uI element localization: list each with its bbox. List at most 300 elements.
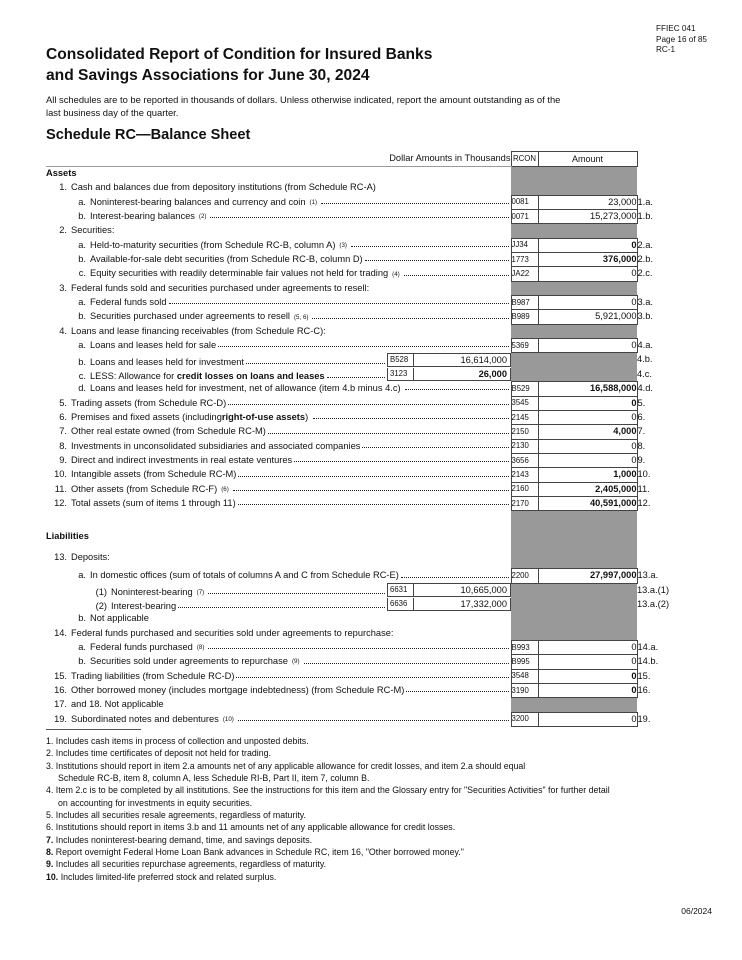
footnote bbox=[46, 784, 706, 809]
item-label: Loans and leases held for sale bbox=[90, 340, 217, 351]
shaded-cell bbox=[511, 597, 637, 611]
item-ref bbox=[637, 181, 707, 195]
rcon-code-cell: B529 bbox=[511, 382, 538, 396]
item-ref: 2.b. bbox=[637, 254, 654, 265]
item-number: 2. bbox=[59, 225, 67, 236]
row-label bbox=[46, 511, 511, 527]
row-label bbox=[46, 296, 511, 310]
item-ref bbox=[637, 167, 707, 181]
row-label bbox=[46, 453, 511, 467]
footnote-divider bbox=[46, 729, 141, 730]
item-label: Held-to-maturity securities (from Schedule RC-B, column A) bbox=[90, 239, 336, 250]
item-number: 10. bbox=[54, 469, 67, 480]
amount-cell: 0 bbox=[538, 640, 637, 654]
item-ref: 3.b. bbox=[637, 311, 654, 322]
row-label-line bbox=[46, 700, 511, 709]
table-row bbox=[46, 453, 707, 467]
item-ref: 15. bbox=[637, 670, 651, 681]
item-ref: 6. bbox=[637, 411, 646, 422]
row-label bbox=[46, 527, 511, 547]
item-number: a. bbox=[78, 196, 86, 207]
table-row bbox=[46, 626, 707, 640]
row-label-line bbox=[46, 553, 511, 562]
footnote-marker: (2) bbox=[198, 213, 207, 221]
row-label bbox=[46, 210, 511, 224]
item-ref: 13.a.(1) bbox=[637, 584, 670, 595]
row-label bbox=[46, 439, 511, 453]
table-row bbox=[46, 324, 707, 338]
item-label-after: ) bbox=[305, 411, 311, 422]
amount-cell: 26,000 bbox=[414, 368, 511, 381]
item-label: Equity securities with readily determinable fair values not held for trading bbox=[90, 268, 389, 279]
rcon-code-cell: 2145 bbox=[511, 410, 538, 424]
rcon-code-cell: 3200 bbox=[511, 712, 538, 726]
item-label: Loans and leases held for investment, net of allowance (item 4.b minus 4.c) bbox=[90, 383, 404, 394]
amount-cell: 0 bbox=[538, 396, 637, 410]
footnote-number: 4. bbox=[46, 785, 54, 796]
row-label bbox=[46, 583, 511, 597]
footnote bbox=[46, 871, 706, 883]
item-ref: 14.b. bbox=[637, 656, 659, 667]
table-row bbox=[46, 310, 707, 324]
form-number: FFIEC 041 bbox=[656, 24, 696, 33]
item-ref: 4.d. bbox=[637, 383, 654, 394]
item-number: b. bbox=[78, 656, 86, 667]
table-row bbox=[46, 410, 707, 424]
table-row bbox=[46, 468, 707, 482]
table-row bbox=[46, 195, 707, 209]
amount-cell: 27,997,000 bbox=[538, 569, 637, 583]
amount-cell: 0 bbox=[538, 339, 637, 353]
rcon-code-cell: B995 bbox=[511, 655, 538, 669]
row-label-line bbox=[46, 470, 511, 479]
item-number: 7. bbox=[59, 426, 67, 437]
footnote-text: Includes time certificates of deposit not held for trading. bbox=[55, 748, 271, 759]
item-ref bbox=[637, 698, 707, 712]
item-ref: 19. bbox=[637, 713, 651, 724]
dot-leader bbox=[321, 203, 508, 204]
footnote bbox=[46, 809, 706, 821]
item-number: a. bbox=[78, 570, 86, 581]
row-label bbox=[46, 640, 511, 654]
footnote-text: Includes cash items in process of collection and unposted debits. bbox=[55, 736, 309, 746]
item-ref: 16. bbox=[637, 685, 651, 696]
rcon-code-cell: B987 bbox=[511, 296, 538, 310]
item-label: Other assets (from Schedule RC-F) bbox=[71, 483, 218, 494]
item-ref: 4.b. bbox=[637, 354, 653, 365]
table-row bbox=[46, 339, 707, 353]
footnote-text: Institutions should report in item 2.a amounts net of any applicable allowance for credit losses, and item 2.a should equal bbox=[55, 760, 526, 771]
item-number: 9. bbox=[59, 454, 67, 465]
amount-cell: 0 bbox=[538, 267, 637, 281]
dot-leader bbox=[312, 318, 508, 319]
row-label-line bbox=[46, 169, 511, 178]
item-ref bbox=[637, 511, 707, 527]
rcon-code-cell: B993 bbox=[511, 640, 538, 654]
row-label-line bbox=[46, 413, 511, 422]
shaded-cell bbox=[511, 224, 637, 238]
dot-leader bbox=[362, 447, 508, 448]
table-row bbox=[46, 167, 707, 181]
row-label-line bbox=[46, 715, 511, 724]
row-label-line bbox=[46, 226, 511, 235]
amount-cell: 10,665,000 bbox=[414, 583, 511, 597]
amount-cell: 376,000 bbox=[538, 253, 637, 267]
item-number: b. bbox=[78, 311, 86, 322]
footnote bbox=[46, 846, 706, 858]
row-label-line bbox=[46, 298, 511, 307]
item-label: Interest-bearing bbox=[111, 600, 177, 611]
row-label bbox=[46, 655, 511, 669]
footnote bbox=[46, 735, 706, 747]
row-label bbox=[46, 684, 511, 698]
row-label bbox=[46, 425, 511, 439]
footnote-text: Includes noninterest-bearing demand, time, and savings deposits. bbox=[55, 834, 313, 845]
column-header-label: Dollar Amounts in Thousands bbox=[46, 152, 511, 167]
item-label: Deposits: bbox=[71, 552, 110, 563]
item-ref: 12. bbox=[637, 497, 651, 508]
inset-memo-box bbox=[387, 583, 511, 597]
table-row bbox=[46, 382, 707, 396]
dot-leader bbox=[238, 476, 508, 477]
row-label bbox=[46, 669, 511, 683]
item-number: b. bbox=[78, 356, 86, 367]
shaded-cell bbox=[511, 511, 637, 527]
item-number: 14. bbox=[54, 627, 67, 638]
item-label: Securities: bbox=[71, 225, 115, 236]
rcon-code-cell: 6631 bbox=[387, 583, 414, 597]
row-label bbox=[46, 253, 511, 267]
item-ref: 1.a. bbox=[637, 196, 654, 207]
item-ref bbox=[637, 612, 707, 626]
amount-cell: 23,000 bbox=[538, 195, 637, 209]
item-label: Federal funds sold bbox=[90, 297, 167, 308]
item-ref bbox=[637, 626, 707, 640]
item-ref: 2.a. bbox=[637, 239, 654, 250]
dot-leader bbox=[404, 275, 509, 276]
item-ref: 5. bbox=[637, 397, 646, 408]
item-ref: 2.c. bbox=[637, 268, 653, 279]
row-label-line bbox=[46, 399, 511, 408]
item-label: Loans and lease financing receivables (from Schedule RC-C): bbox=[71, 325, 326, 336]
amount-cell: 0 bbox=[538, 238, 637, 252]
dot-leader bbox=[246, 363, 385, 364]
footnote-number: 2. bbox=[46, 748, 54, 759]
dot-leader bbox=[401, 577, 509, 578]
row-label-line bbox=[46, 368, 511, 381]
balance-sheet-table bbox=[46, 151, 707, 727]
table-row bbox=[46, 511, 707, 527]
item-label: Intangible assets (from Schedule RC-M) bbox=[71, 469, 237, 480]
table-header-row bbox=[46, 152, 707, 167]
item-ref bbox=[637, 547, 707, 569]
row-label-line bbox=[46, 241, 511, 250]
table-row bbox=[46, 527, 707, 547]
amount-column-header: Amount bbox=[538, 152, 637, 167]
footnote bbox=[46, 858, 706, 870]
table-row bbox=[46, 597, 707, 611]
item-label: Cash and balances due from depository institutions (from Schedule RC-A) bbox=[71, 182, 376, 193]
form-code: RC-1 bbox=[656, 45, 676, 54]
item-number: b. bbox=[78, 211, 86, 222]
row-label-line bbox=[46, 532, 511, 541]
footnote-number: 3. bbox=[46, 760, 54, 771]
row-label-line bbox=[46, 183, 511, 192]
table-row bbox=[46, 296, 707, 310]
row-label bbox=[46, 281, 511, 295]
table-row bbox=[46, 547, 707, 569]
item-number: 12. bbox=[54, 497, 67, 508]
amount-cell: 4,000 bbox=[538, 425, 637, 439]
item-ref bbox=[637, 527, 707, 547]
item-label: Securities purchased under agreements to resell bbox=[90, 311, 290, 322]
shaded-cell bbox=[511, 612, 637, 626]
amount-cell: 16,588,000 bbox=[538, 382, 637, 396]
footnote-marker: (4) bbox=[392, 270, 400, 278]
footnote-text-cont: on accounting for investments in equity securities. bbox=[58, 797, 253, 808]
amount-cell: 0 bbox=[538, 410, 637, 424]
report-title-line1: Consolidated Report of Condition for Insured Banks bbox=[46, 46, 433, 63]
rcon-code-cell: 2130 bbox=[511, 439, 538, 453]
row-label bbox=[46, 267, 511, 281]
item-label: Other real estate owned (from Schedule RC-M) bbox=[71, 426, 266, 437]
item-label-bold: credit losses on loans and leases bbox=[176, 370, 325, 381]
item-number: 15. bbox=[54, 670, 67, 681]
dot-leader bbox=[327, 377, 385, 378]
item-label: Other borrowed money (includes mortgage indebtedness) (from Schedule RC-M) bbox=[71, 685, 405, 696]
rcon-code-cell: 3656 bbox=[511, 453, 538, 467]
footnotes bbox=[46, 735, 706, 883]
item-label: Total assets (sum of items 1 through 11) bbox=[71, 497, 236, 508]
item-ref: 7. bbox=[637, 426, 646, 437]
item-number: 5. bbox=[59, 397, 67, 408]
item-number: 17. bbox=[54, 699, 67, 710]
footnote-number: 10. bbox=[46, 871, 59, 882]
table-row bbox=[46, 640, 707, 654]
shaded-cell bbox=[511, 547, 637, 569]
table-row bbox=[46, 439, 707, 453]
row-label-line bbox=[46, 657, 511, 666]
table-row bbox=[46, 181, 707, 195]
table-row bbox=[46, 684, 707, 698]
amount-cell: 0 bbox=[538, 684, 637, 698]
item-number: d. bbox=[78, 383, 86, 394]
shaded-cell bbox=[511, 324, 637, 338]
amount-cell: 0 bbox=[538, 655, 637, 669]
inset-memo-box bbox=[387, 598, 511, 611]
section-heading: Liabilities bbox=[46, 531, 89, 542]
inset-memo-box bbox=[387, 353, 511, 367]
item-label: Premises and fixed assets (including bbox=[71, 411, 222, 422]
row-label-line bbox=[46, 427, 511, 436]
item-ref: 9. bbox=[637, 454, 646, 465]
row-label-line bbox=[46, 212, 511, 221]
item-label: and 18. Not applicable bbox=[71, 699, 164, 710]
footnote-marker: (6) bbox=[221, 485, 229, 493]
footnote-text: Includes limited-life preferred stock and related surplus. bbox=[60, 871, 277, 882]
dot-leader bbox=[236, 677, 508, 678]
dot-leader bbox=[268, 433, 509, 434]
row-label-line bbox=[46, 485, 511, 494]
item-number: c. bbox=[78, 370, 86, 381]
row-label bbox=[46, 597, 511, 611]
row-label bbox=[46, 547, 511, 569]
footnote bbox=[46, 834, 706, 846]
dot-leader bbox=[228, 404, 508, 405]
table-row bbox=[46, 669, 707, 683]
row-label bbox=[46, 238, 511, 252]
item-ref: 4.a. bbox=[637, 340, 654, 351]
table-row bbox=[46, 496, 707, 510]
dot-leader bbox=[238, 504, 509, 505]
item-ref bbox=[637, 224, 707, 238]
item-label: Noninterest-bearing bbox=[111, 587, 193, 598]
row-label-line bbox=[46, 614, 511, 623]
item-ref: 4.c. bbox=[637, 368, 652, 379]
footnote-number: 6. bbox=[46, 822, 54, 833]
rcon-code-cell: 3123 bbox=[387, 368, 414, 381]
report-intro-line1: All schedules are to be reported in thousands of dollars. Unless otherwise indicated, report the amount outstanding as of the bbox=[46, 94, 561, 105]
item-number: a. bbox=[78, 340, 86, 351]
rcon-code-cell: B528 bbox=[387, 353, 414, 367]
page-date: 06/2024 bbox=[681, 906, 712, 916]
row-label bbox=[46, 382, 511, 396]
shaded-cell bbox=[511, 353, 637, 367]
row-label-line bbox=[46, 384, 511, 393]
table-row bbox=[46, 712, 707, 726]
page-number: Page 16 of 85 bbox=[656, 34, 707, 44]
table-row bbox=[46, 281, 707, 295]
table-row bbox=[46, 367, 707, 381]
report-title-line2: and Savings Associations for June 30, 2024 bbox=[46, 66, 370, 84]
row-label-line bbox=[46, 598, 511, 611]
rcon-code-cell: 2170 bbox=[511, 496, 538, 510]
footnote-number: 8. bbox=[46, 847, 54, 858]
amount-cell: 1,000 bbox=[538, 468, 637, 482]
table-row bbox=[46, 224, 707, 238]
row-label bbox=[46, 468, 511, 482]
balance-sheet-table-wrap bbox=[46, 151, 707, 727]
dot-leader bbox=[238, 720, 509, 721]
table-row bbox=[46, 583, 707, 597]
table-row bbox=[46, 612, 707, 626]
item-label: Investments in unconsolidated subsidiaries and associated companies bbox=[71, 440, 361, 451]
item-number: 8. bbox=[59, 440, 67, 451]
shaded-cell bbox=[511, 167, 637, 181]
item-label: Federal funds purchased bbox=[90, 641, 193, 652]
item-ref: 8. bbox=[637, 440, 646, 451]
item-number: 6. bbox=[59, 411, 67, 422]
item-number: a. bbox=[78, 239, 86, 250]
row-label-line bbox=[46, 198, 511, 207]
footnote-text-cont: Schedule RC-B, item 8, column A, less Schedule RI-B, Part II, item 7, column B. bbox=[58, 773, 370, 784]
item-ref bbox=[637, 324, 707, 338]
amount-cell: 16,614,000 bbox=[414, 353, 511, 367]
item-label: Securities sold under agreements to repurchase bbox=[90, 656, 288, 667]
item-label: Federal funds sold and securities purchased under agreements to resell: bbox=[71, 282, 370, 293]
amount-cell: 0 bbox=[538, 439, 637, 453]
amount-cell: 0 bbox=[538, 296, 637, 310]
item-label: Subordinated notes and debentures bbox=[71, 713, 219, 724]
footnote-marker: (10) bbox=[222, 715, 234, 723]
row-label-line bbox=[46, 583, 511, 597]
table-row bbox=[46, 353, 707, 367]
rcon-code-cell: 2143 bbox=[511, 468, 538, 482]
item-number: (1) bbox=[95, 587, 107, 598]
dot-leader bbox=[294, 461, 508, 462]
item-ref: 13.a. bbox=[637, 570, 659, 581]
table-row bbox=[46, 425, 707, 439]
dot-leader bbox=[169, 303, 509, 304]
report-intro-line2: last business day of the quarter. bbox=[46, 107, 179, 118]
row-label-line bbox=[46, 442, 511, 451]
dot-leader bbox=[218, 346, 508, 347]
row-label-line bbox=[46, 499, 511, 508]
amount-cell: 40,591,000 bbox=[538, 496, 637, 510]
row-label-line bbox=[46, 456, 511, 465]
item-label: Trading assets (from Schedule RC-D) bbox=[71, 397, 227, 408]
row-label bbox=[46, 396, 511, 410]
row-label bbox=[46, 496, 511, 510]
shaded-cell bbox=[511, 281, 637, 295]
table-row bbox=[46, 267, 707, 281]
row-label-line bbox=[46, 341, 511, 350]
rcon-code-cell: JA22 bbox=[511, 267, 538, 281]
rcon-code-cell: JJ34 bbox=[511, 238, 538, 252]
footnote-text: Report overnight Federal Home Loan Bank advances in Schedule RC, item 16, "Other borrowed money." bbox=[55, 847, 464, 858]
item-label: Loans and leases held for investment bbox=[90, 356, 245, 367]
item-label: LESS: Allowance for bbox=[90, 370, 177, 381]
item-label: Direct and indirect investments in real estate ventures bbox=[71, 454, 293, 465]
row-label-line bbox=[46, 686, 511, 695]
row-label bbox=[46, 712, 511, 726]
rcon-code-cell: B989 bbox=[511, 310, 538, 324]
table-row bbox=[46, 482, 707, 496]
shaded-cell bbox=[511, 181, 637, 195]
table-row bbox=[46, 569, 707, 583]
item-ref: 11. bbox=[637, 483, 650, 494]
footnote-text: Includes all securities resale agreements, regardless of maturity. bbox=[55, 810, 306, 821]
item-number: b. bbox=[78, 254, 86, 265]
item-number: c. bbox=[78, 268, 86, 279]
item-label: Available-for-sale debt securities (from Schedule RC-B, column D) bbox=[90, 254, 363, 265]
row-label-line bbox=[46, 571, 511, 580]
item-number: b. bbox=[78, 613, 86, 624]
shaded-cell bbox=[511, 367, 637, 381]
dot-leader bbox=[313, 418, 509, 419]
row-label bbox=[46, 482, 511, 496]
item-ref: 1.b. bbox=[637, 211, 654, 222]
item-number: 13. bbox=[54, 552, 67, 563]
rcon-code-cell: 1773 bbox=[511, 253, 538, 267]
shaded-cell bbox=[511, 527, 637, 547]
footnote-number: 9. bbox=[46, 859, 54, 870]
item-number: 4. bbox=[59, 325, 67, 336]
row-label bbox=[46, 195, 511, 209]
report-title bbox=[46, 45, 432, 86]
shaded-cell bbox=[511, 583, 637, 597]
row-label bbox=[46, 167, 511, 181]
row-label-line bbox=[46, 629, 511, 638]
table-row bbox=[46, 253, 707, 267]
schedule-title: Schedule RC—Balance Sheet bbox=[46, 127, 251, 143]
amount-cell: 2,405,000 bbox=[538, 482, 637, 496]
rcon-code-cell: 3545 bbox=[511, 396, 538, 410]
footnote-text: Item 2.c is to be completed by all institutions. See the instructions for this item and the Glossary entry for "Securities Activities" for further detail bbox=[55, 785, 610, 796]
item-number: 16. bbox=[54, 685, 67, 696]
item-label: In domestic offices (sum of totals of columns A and C from Schedule RC-E) bbox=[90, 570, 399, 581]
table-row bbox=[46, 698, 707, 712]
